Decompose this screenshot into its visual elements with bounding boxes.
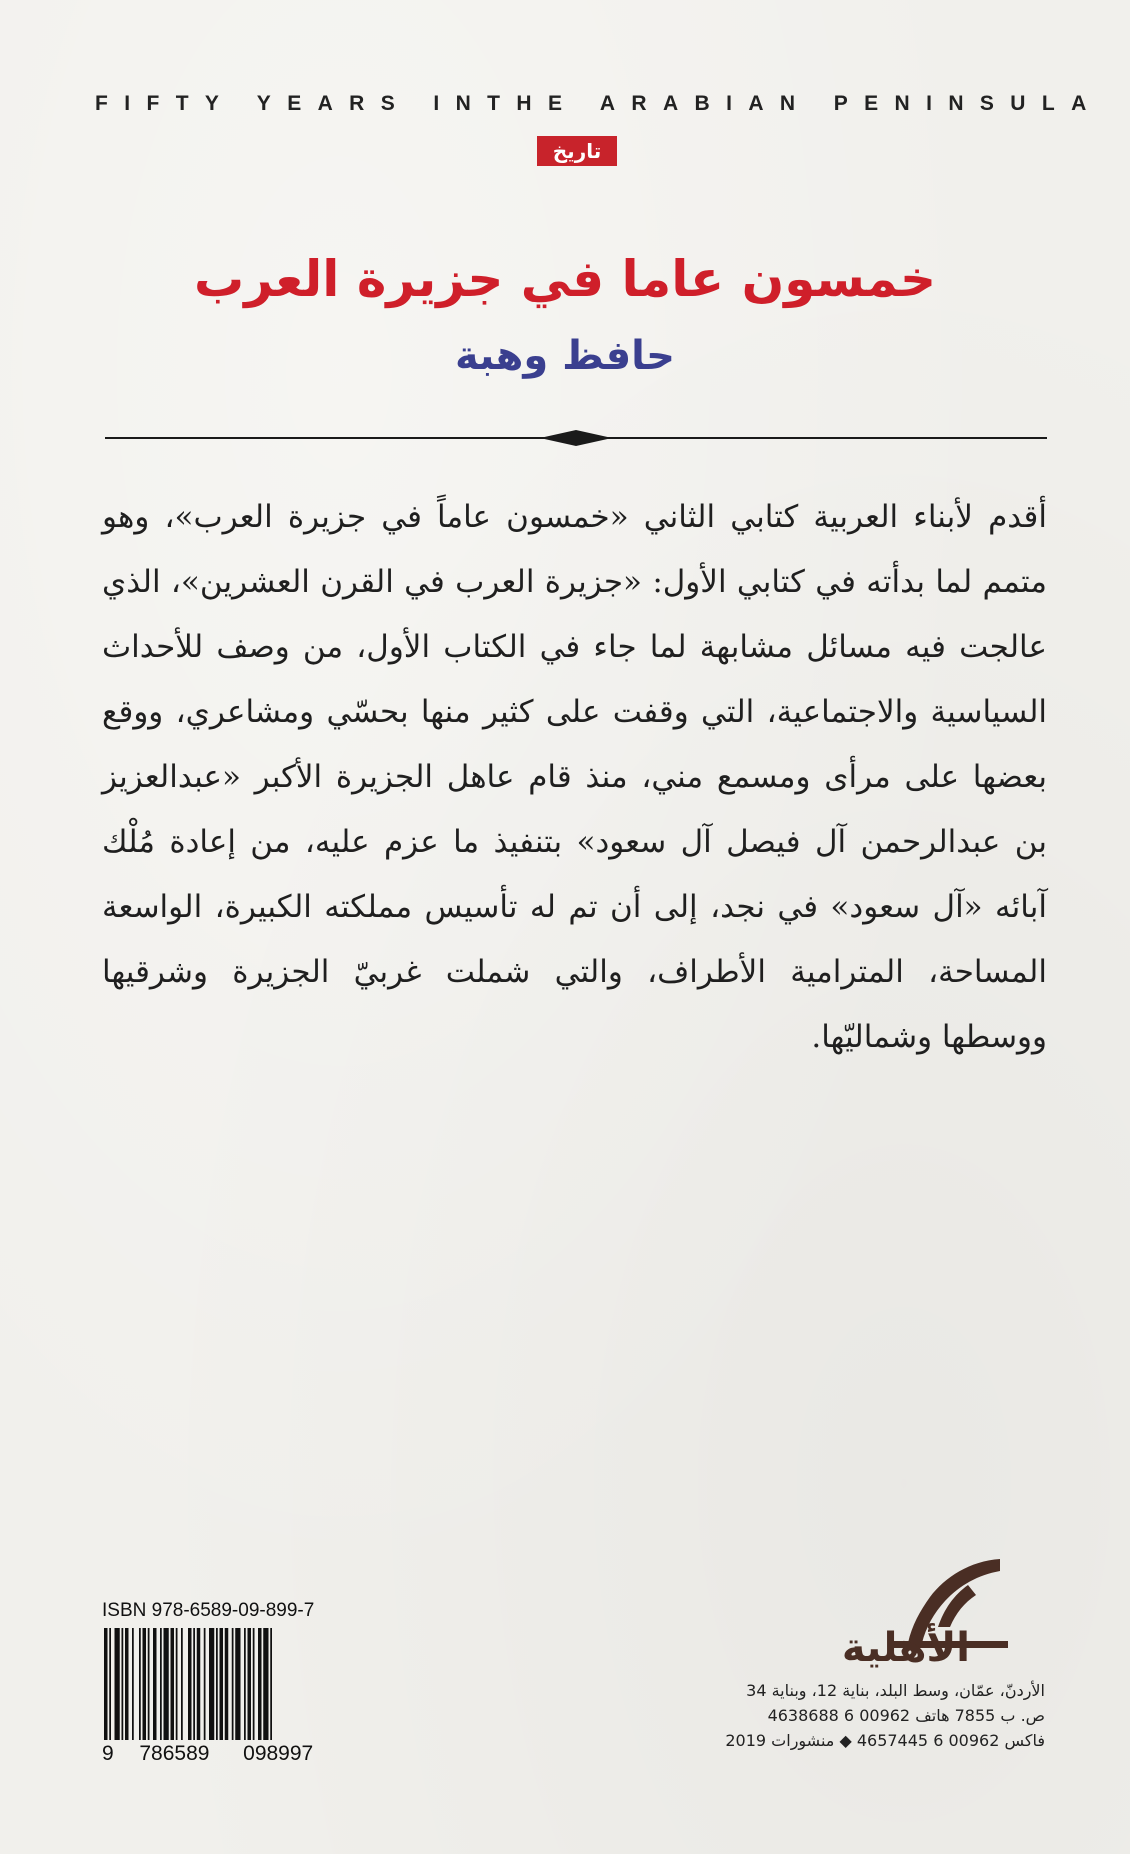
barcode-bar: [253, 1628, 255, 1740]
barcode-bar: [125, 1628, 129, 1740]
barcode-bar: [232, 1628, 234, 1740]
barcode: [102, 1628, 332, 1740]
isbn-number: ISBN 978-6589-09-899-7: [102, 1600, 315, 1621]
barcode-bar: [109, 1628, 111, 1740]
barcode-bar: [225, 1628, 229, 1740]
publisher-contact: [700, 1678, 1045, 1753]
barcode-bar: [104, 1628, 108, 1740]
barcode-bar: [188, 1628, 192, 1740]
barcode-bar: [216, 1628, 218, 1740]
barcode-bar: [209, 1628, 214, 1740]
barcode-digits: [102, 1742, 337, 1766]
barcode-digits-left: 786589: [139, 1742, 210, 1765]
barcode-bar: [204, 1628, 206, 1740]
barcode-digit-first: 9: [102, 1742, 114, 1765]
barcode-bar: [235, 1628, 240, 1740]
book-title: خمسون عاما في جزيرة العرب: [193, 250, 937, 308]
blurb-text: أقدم لأبناء العربية كتابي الثاني «خمسون عاماً في جزيرة العرب»، وهو متمم لما بدأته في كتابي الأول: «جزيرة العرب في القرن العشرين»، الذي عالجت فيه مسائل مشابهة لما جاء في الكتاب الأول، من وصف للأحداث السياسية والاجتماعية، التي وقفت على كثير منها بحسّي ومشاعري، ووقع بعضها على مرأى ومسمع مني، منذ قام عاهل الجزيرة الأكبر «عبدالعزيز بن عبدالرحمن آل فيصل آل سعود» بتنفيذ ما عزم عليه، من إعادة مُلْك آبائه «آل سعود» في نجد، إلى أن تم له تأسيس مملكته الكبيرة، الواسعة المساحة، المترامية الأطراف، والتي شملت غربيّ الجزيرة وشرقيها ووسطها وشماليّها.: [102, 499, 1047, 1055]
barcode-bar: [258, 1628, 262, 1740]
barcode-bar: [270, 1628, 272, 1740]
series-title: FIFTY YEARS INTHE ARABIAN PENINSULA: [95, 92, 1103, 115]
publisher-phone: ص. ب 7855 هاتف 00962 6 4638688: [767, 1706, 1045, 1725]
barcode-bar: [139, 1628, 141, 1740]
barcode-bar: [176, 1628, 178, 1740]
barcode-bar: [171, 1628, 175, 1740]
publisher-address: الأردنّ، عمّان، وسط البلد، بناية 12، وبناية 34: [746, 1681, 1045, 1700]
barcode-bar: [220, 1628, 224, 1740]
category-badge: تاريخ: [537, 136, 617, 166]
ornamental-divider: [105, 427, 1047, 449]
barcode-bar: [248, 1628, 252, 1740]
barcode-bar: [193, 1628, 195, 1740]
barcode-bar: [263, 1628, 268, 1740]
barcode-bar: [132, 1628, 134, 1740]
barcode-bar: [148, 1628, 150, 1740]
barcode-bar: [164, 1628, 169, 1740]
author-name: حافظ وهبة: [455, 333, 675, 379]
barcode-bar: [181, 1628, 183, 1740]
isbn-block: [102, 1600, 337, 1766]
barcode-bar: [197, 1628, 201, 1740]
barcode-bar: [122, 1628, 124, 1740]
barcode-bar: [244, 1628, 246, 1740]
barcode-digits-right: 098997: [243, 1742, 314, 1765]
barcode-bar: [115, 1628, 120, 1740]
publisher-fax: فاكس 00962 6 4657445 ◆ منشورات 2019: [725, 1731, 1045, 1750]
barcode-bar: [153, 1628, 157, 1740]
barcode-bar: [160, 1628, 162, 1740]
publisher-name: الأهلية: [841, 1625, 970, 1671]
barcode-bar: [143, 1628, 147, 1740]
